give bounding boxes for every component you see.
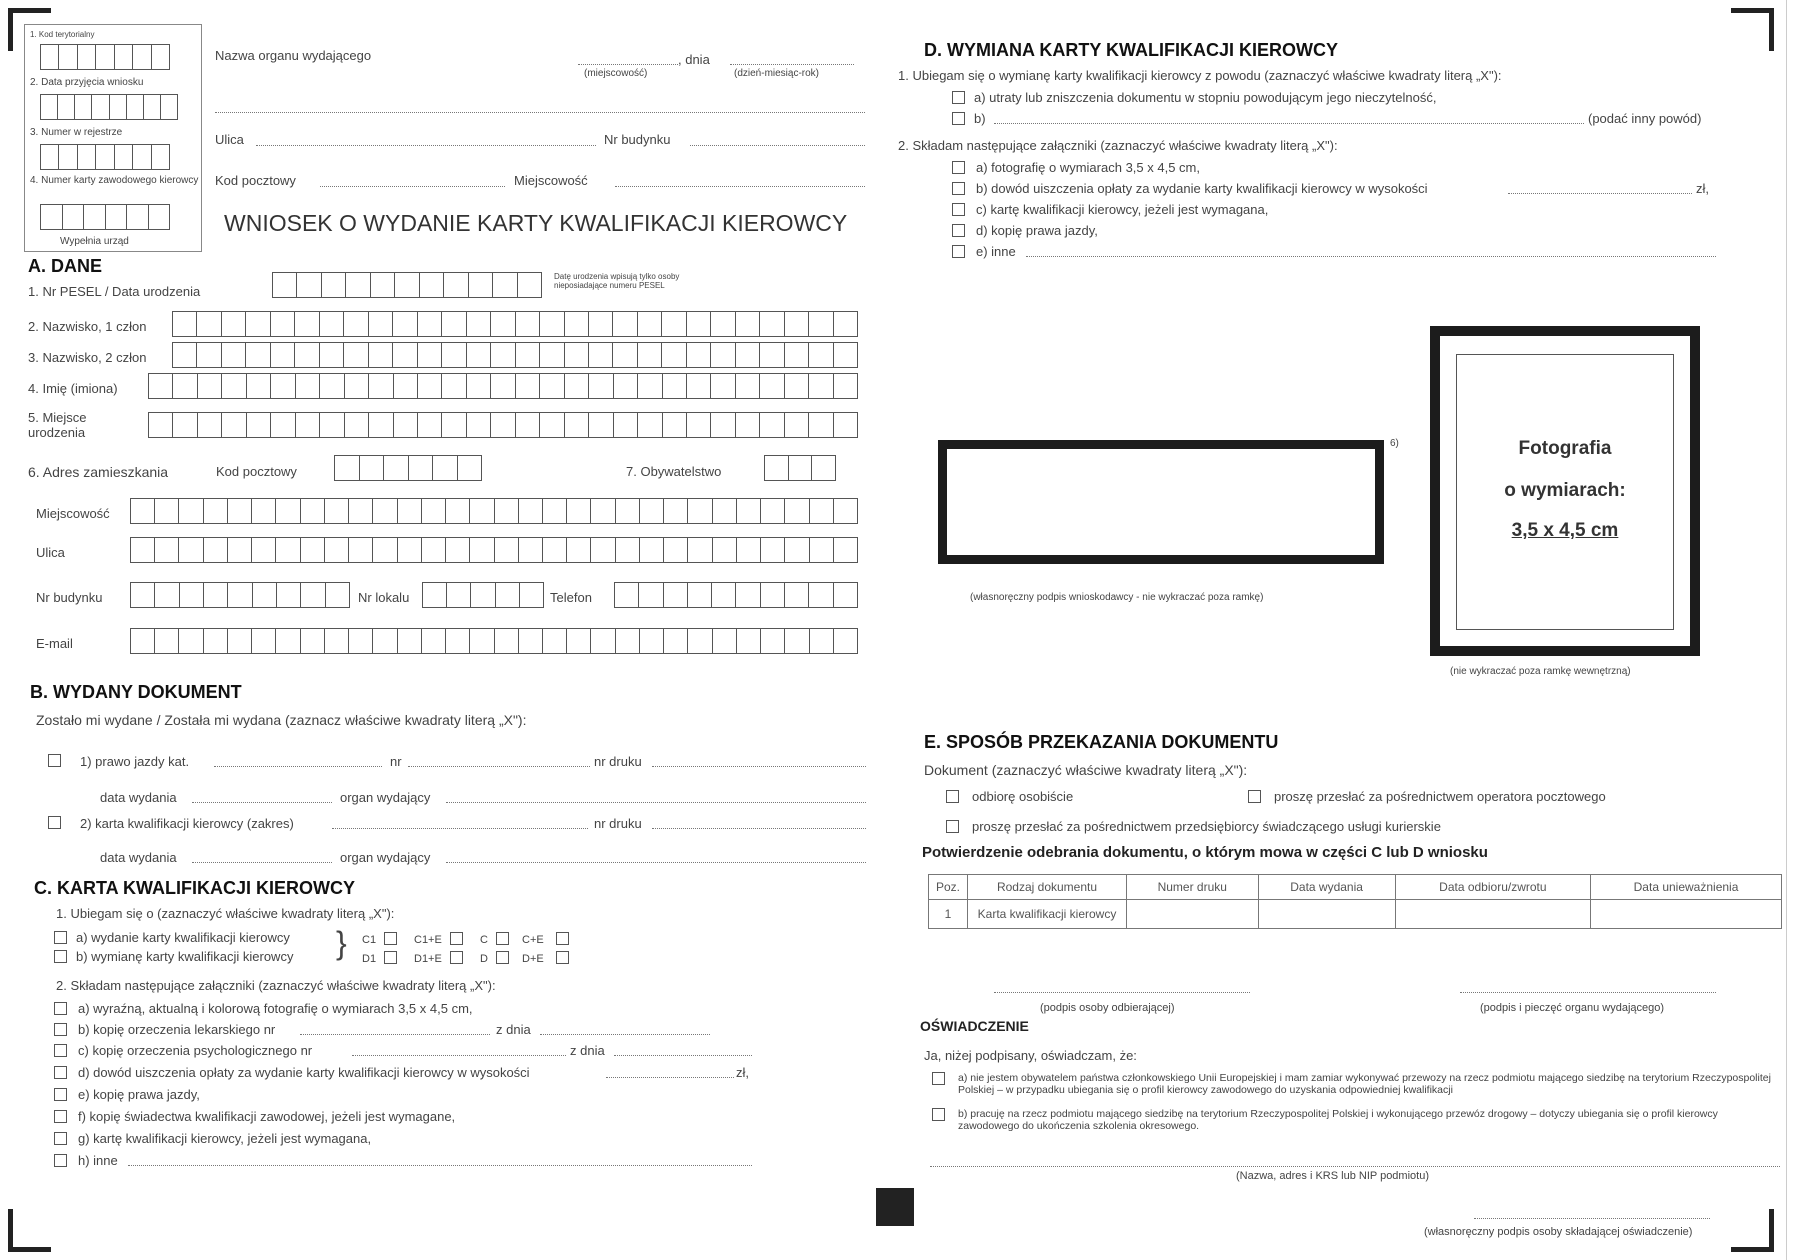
c-att-a-label: a) wyraźną, aktualną i kolorową fotografię o wymiarach 3,5 x 4,5 cm, bbox=[78, 1001, 473, 1016]
photo-caption: (nie wykraczać poza ramkę wewnętrzną) bbox=[1450, 666, 1631, 677]
courier-checkbox[interactable] bbox=[946, 820, 959, 833]
b2-issuer-label: organ wydający bbox=[340, 850, 431, 865]
c-medical-date-label: z dnia bbox=[496, 1022, 531, 1037]
d-reason-b-checkbox[interactable] bbox=[952, 112, 965, 125]
b1-nr-druku-field[interactable] bbox=[652, 766, 866, 767]
d-att-e-checkbox[interactable] bbox=[952, 245, 965, 258]
d-att-c-checkbox[interactable] bbox=[952, 203, 965, 216]
office-fill-note: Wypełnia urząd bbox=[60, 236, 129, 247]
city-a-field[interactable] bbox=[130, 498, 858, 524]
pickup-personal-checkbox[interactable] bbox=[946, 790, 959, 803]
surname2-field[interactable] bbox=[172, 342, 858, 368]
declaration-title: OŚWIADCZENIE bbox=[920, 1018, 1029, 1034]
issuer-field[interactable] bbox=[215, 112, 865, 113]
issuer-signature-line[interactable] bbox=[1460, 992, 1716, 993]
c-att-c-label: c) kopię orzeczenia psychologicznego nr bbox=[78, 1043, 313, 1058]
b1-nr-label: nr bbox=[390, 754, 402, 769]
cat-c1-label: C1 bbox=[362, 934, 377, 946]
declarant-signature-line[interactable] bbox=[1474, 1218, 1710, 1219]
c-issue-label: a) wydanie karty kwalifikacji kierowcy bbox=[76, 930, 290, 945]
surname1-label: 2. Nazwisko, 1 człon bbox=[28, 319, 147, 334]
c-att-f-label: f) kopię świadectwa kwalifikacji zawodowej, jeżeli jest wymagane, bbox=[78, 1109, 456, 1124]
section-d-q2: 2. Składam następujące załączniki (zaznaczyć właściwe kwadraty literą „X"): bbox=[898, 138, 1338, 153]
b1-date-label: data wydania bbox=[100, 790, 177, 805]
table-cell[interactable] bbox=[1591, 900, 1782, 929]
date-label: (dzień-miesiąc-rok) bbox=[734, 68, 820, 79]
application-date-label: 2. Data przyjęcia wniosku bbox=[30, 77, 144, 88]
street-a-label: Ulica bbox=[36, 545, 65, 560]
address-label: 6. Adres zamieszkania bbox=[28, 464, 169, 480]
cat-c-checkbox[interactable] bbox=[496, 932, 509, 945]
d-att-d-checkbox[interactable] bbox=[952, 224, 965, 237]
street-field[interactable] bbox=[256, 145, 596, 146]
c-att-c-checkbox[interactable] bbox=[54, 1044, 67, 1057]
form-title: WNIOSEK O WYDANIE KARTY KWALIFIKACJI KIEROWCY bbox=[224, 210, 848, 236]
c-psych-date-field[interactable] bbox=[614, 1055, 752, 1056]
territorial-code-label: 1. Kod terytorialny bbox=[30, 30, 95, 39]
c-fee-currency: zł, bbox=[736, 1065, 749, 1080]
c-att-e-label: e) kopię prawa jazdy, bbox=[78, 1087, 200, 1102]
table-header-cell: Poz. bbox=[929, 875, 968, 900]
date-field[interactable] bbox=[730, 64, 854, 65]
signature-caption: (własnoręczny podpis wnioskodawcy - nie wykraczać poza ramkę) bbox=[970, 592, 1264, 603]
cat-d1e-label: D1+E bbox=[414, 953, 442, 965]
cat-c-label: C bbox=[480, 934, 488, 946]
table-header-cell: Data odbioru/zwrotu bbox=[1395, 875, 1590, 900]
declarant-signature-caption: (własnoręczny podpis osoby składającej oświadczenie) bbox=[1424, 1226, 1693, 1238]
cat-c1e-checkbox[interactable] bbox=[450, 932, 463, 945]
register-number-label: 3. Numer w rejestrze bbox=[30, 127, 123, 138]
d-other-reason-hint: (podać inny powód) bbox=[1588, 111, 1702, 126]
d-reason-a-label: a) utraty lub zniszczenia dokumentu w stopniu powodującym jego nieczytelność, bbox=[974, 90, 1437, 105]
receiver-signature-line[interactable] bbox=[994, 992, 1250, 993]
entity-caption: (Nazwa, adres i KRS lub NIP podmiotu) bbox=[1236, 1170, 1429, 1182]
photo-line-3: 3,5 x 4,5 cm bbox=[1511, 520, 1619, 541]
citizenship-field[interactable] bbox=[764, 455, 836, 481]
section-d-title: D. WYMIANA KARTY KWALIFIKACJI KIEROWCY bbox=[924, 40, 1338, 60]
c-att-f-checkbox[interactable] bbox=[54, 1110, 67, 1123]
confirmation-table bbox=[928, 874, 1782, 929]
application-date-field[interactable] bbox=[40, 94, 178, 120]
c-att-h-checkbox[interactable] bbox=[54, 1154, 67, 1167]
section-b-intro: Zostało mi wydane / Została mi wydana (zaznacz właściwe kwadraty literą „X"): bbox=[36, 712, 527, 728]
cat-d1e-checkbox[interactable] bbox=[450, 951, 463, 964]
cat-d-label: D bbox=[480, 953, 488, 965]
c-medical-nr-field[interactable] bbox=[300, 1034, 490, 1035]
cat-c1e-label: C1+E bbox=[414, 934, 442, 946]
b1-nr-field[interactable] bbox=[408, 766, 590, 767]
d-att-a-label: a) fotografię o wymiarach 3,5 x 4,5 cm, bbox=[976, 160, 1200, 175]
c-psych-nr-field[interactable] bbox=[352, 1055, 566, 1056]
city-a-label: Miejscowość bbox=[36, 506, 110, 521]
corner-mark-top-right bbox=[1731, 8, 1774, 51]
birthplace-label: 5. Miejsce urodzenia bbox=[28, 410, 87, 440]
section-c-q2: 2. Składam następujące załączniki (zaznaczyć właściwe kwadraty literą „X"): bbox=[56, 978, 496, 993]
table-cell[interactable] bbox=[1395, 900, 1590, 929]
c-att-g-label: g) kartę kwalifikacji kierowcy, jeżeli jest wymagana, bbox=[78, 1131, 372, 1146]
section-e-title: E. SPOSÓB PRZEKAZANIA DOKUMENTU bbox=[924, 732, 1279, 752]
territorial-code-field[interactable] bbox=[40, 44, 170, 70]
pesel-note: Datę urodzenia wpisują tylko osoby nieposiadające numeru PESEL bbox=[554, 272, 680, 290]
b2-nr-druku-field[interactable] bbox=[652, 828, 866, 829]
birthplace-field[interactable] bbox=[148, 412, 858, 438]
city-label: Miejscowość bbox=[514, 173, 588, 188]
signature-box[interactable] bbox=[938, 440, 1384, 564]
c-att-d-checkbox[interactable] bbox=[54, 1066, 67, 1079]
b2-range-field[interactable] bbox=[332, 828, 588, 829]
c-replace-label: b) wymianę karty kwalifikacji kierowcy bbox=[76, 949, 294, 964]
table-cell: 1 bbox=[929, 900, 968, 929]
surname2-label: 3. Nazwisko, 2 człon bbox=[28, 350, 147, 365]
d-att-b-checkbox[interactable] bbox=[952, 182, 965, 195]
cat-de-checkbox[interactable] bbox=[556, 951, 569, 964]
c-att-b-label: b) kopię orzeczenia lekarskiego nr bbox=[78, 1022, 276, 1037]
pesel-label: 1. Nr PESEL / Data urodzenia bbox=[28, 284, 201, 299]
street-label: Ulica bbox=[215, 132, 244, 147]
register-number-field[interactable] bbox=[40, 144, 170, 170]
b1-date-field[interactable] bbox=[192, 802, 332, 803]
day-word: , dnia bbox=[678, 52, 710, 67]
category-brace: } bbox=[336, 925, 347, 961]
section-b-title: B. WYDANY DOKUMENT bbox=[30, 682, 242, 702]
entity-field[interactable] bbox=[930, 1166, 1780, 1167]
place-label: (miejscowość) bbox=[584, 68, 648, 79]
cat-de-label: D+E bbox=[522, 953, 544, 965]
email-field[interactable] bbox=[130, 628, 858, 654]
d-att-b-label: b) dowód uiszczenia opłaty za wydanie karty kwalifikacji kierowcy w wysokości bbox=[976, 181, 1428, 196]
c-issue-checkbox[interactable] bbox=[54, 931, 67, 944]
c-att-h-label: h) inne bbox=[78, 1153, 118, 1168]
citizenship-label: 7. Obywatelstwo bbox=[626, 464, 722, 479]
d-other-reason-field[interactable] bbox=[994, 123, 1584, 124]
cat-d1-checkbox[interactable] bbox=[384, 951, 397, 964]
surname1-field[interactable] bbox=[172, 311, 858, 337]
pickup-personal-label: odbiorę osobiście bbox=[972, 789, 1074, 804]
section-c-title: C. KARTA KWALIFIKACJI KIEROWCY bbox=[34, 878, 355, 898]
flat-label: Nr lokalu bbox=[358, 590, 410, 605]
c-att-g-checkbox[interactable] bbox=[54, 1132, 67, 1145]
driving-license-category-field[interactable] bbox=[214, 766, 382, 767]
driving-license-label: 1) prawo jazdy kat. bbox=[80, 754, 190, 769]
issuer-label: Nazwa organu wydającego bbox=[215, 48, 372, 63]
building-a-label: Nr budynku bbox=[36, 590, 103, 605]
table-cell[interactable] bbox=[1127, 900, 1259, 929]
issuer-signature-caption: (podpis i pieczęć organu wydającego) bbox=[1480, 1002, 1665, 1014]
d-att-c-label: c) kartę kwalifikacji kierowcy, jeżeli jest wymagana, bbox=[976, 202, 1269, 217]
declaration-a-text: a) nie jestem obywatelem państwa członkowskiego Unii Europejskiej i mam zamiar wykonywać przewozy na rzecz podmiotu mającego siedzibę na terytorium Rzeczypospolitej Polskiej – w przypadku ubiegania się o profil kierowcy zawodowego do uzyskania odpowiedniej kwalifikacji bbox=[958, 1072, 1771, 1096]
place-field[interactable] bbox=[578, 64, 678, 65]
flat-field[interactable] bbox=[422, 582, 544, 608]
postal-label: Kod pocztowy bbox=[215, 173, 296, 188]
table-header-cell: Data unieważnienia bbox=[1591, 875, 1782, 900]
c-other-field[interactable] bbox=[128, 1165, 752, 1166]
phone-label: Telefon bbox=[550, 590, 592, 605]
photo-line-2: o wymiarach: bbox=[1504, 480, 1626, 501]
postal-field[interactable] bbox=[320, 186, 505, 187]
c-psych-date-label: z dnia bbox=[570, 1043, 605, 1058]
section-d-q1: 1. Ubiegam się o wymianę karty kwalifikacji kierowcy z powodu (zaznaczyć właściwe kwadraty literą „X"): bbox=[898, 68, 1502, 83]
cat-c1-checkbox[interactable] bbox=[384, 932, 397, 945]
driver-card-number-label: 4. Numer karty zawodowego kierowcy bbox=[30, 175, 199, 186]
declaration-intro: Ja, niżej podpisany, oświadczam, że: bbox=[924, 1048, 1137, 1063]
photo-line-1: Fotografia bbox=[1518, 438, 1612, 459]
d-att-e-label: e) inne bbox=[976, 244, 1016, 259]
c-replace-checkbox[interactable] bbox=[54, 950, 67, 963]
b1-nr-druku-label: nr druku bbox=[594, 754, 642, 769]
d-reason-b-label: b) bbox=[974, 111, 986, 126]
signature-note: 6) bbox=[1390, 438, 1399, 449]
address-postal-label: Kod pocztowy bbox=[216, 464, 297, 479]
d-fee-field[interactable] bbox=[1508, 193, 1692, 194]
name-field[interactable] bbox=[148, 373, 858, 399]
cat-ce-checkbox[interactable] bbox=[556, 932, 569, 945]
table-header-cell: Rodzaj dokumentu bbox=[968, 875, 1127, 900]
cat-d-checkbox[interactable] bbox=[496, 951, 509, 964]
postal-code-field[interactable] bbox=[334, 455, 482, 481]
b2-date-field[interactable] bbox=[192, 862, 332, 863]
building-a-field[interactable] bbox=[130, 582, 350, 608]
table-header-row bbox=[929, 875, 1782, 900]
table-cell[interactable] bbox=[1258, 900, 1395, 929]
city-field[interactable] bbox=[615, 186, 865, 187]
c-att-a-checkbox[interactable] bbox=[54, 1002, 67, 1015]
confirmation-title: Potwierdzenie odebrania dokumentu, o którym mowa w części C lub D wniosku bbox=[922, 844, 1488, 861]
building-field[interactable] bbox=[690, 145, 865, 146]
name-label: 4. Imię (imiona) bbox=[28, 381, 118, 396]
driving-license-checkbox[interactable] bbox=[48, 754, 61, 767]
building-label: Nr budynku bbox=[604, 132, 671, 147]
street-a-field[interactable] bbox=[130, 537, 858, 563]
declaration-b-checkbox[interactable] bbox=[932, 1108, 945, 1121]
phone-field[interactable] bbox=[614, 582, 858, 608]
table-header-cell: Numer druku bbox=[1127, 875, 1259, 900]
qualification-card-label: 2) karta kwalifikacji kierowcy (zakres) bbox=[80, 816, 294, 831]
b1-issuer-label: organ wydający bbox=[340, 790, 431, 805]
right-page-border bbox=[1786, 0, 1787, 1260]
b2-nr-druku-label: nr druku bbox=[594, 816, 642, 831]
b1-issuer-field[interactable] bbox=[446, 802, 866, 803]
d-fee-currency: zł, bbox=[1696, 181, 1709, 196]
d-reason-a-checkbox[interactable] bbox=[952, 91, 965, 104]
corner-mark-bottom-left bbox=[8, 1209, 51, 1252]
email-label: E-mail bbox=[36, 636, 73, 651]
c-medical-date-field[interactable] bbox=[540, 1034, 710, 1035]
receiver-signature-caption: (podpis osoby odbierającej) bbox=[1040, 1002, 1175, 1014]
qualification-card-checkbox[interactable] bbox=[48, 816, 61, 829]
section-a-title: A. DANE bbox=[28, 256, 103, 276]
registration-mark bbox=[876, 1188, 914, 1226]
table-header-cell: Data wydania bbox=[1258, 875, 1395, 900]
cat-d1-label: D1 bbox=[362, 953, 377, 965]
section-c-q1: 1. Ubiegam się o (zaznaczyć właściwe kwadraty literą „X"): bbox=[56, 906, 395, 921]
d-att-d-label: d) kopię prawa jazdy, bbox=[976, 223, 1098, 238]
d-other-field[interactable] bbox=[1026, 256, 1716, 257]
post-operator-checkbox[interactable] bbox=[1248, 790, 1261, 803]
cat-ce-label: C+E bbox=[522, 934, 544, 946]
section-e-intro: Dokument (zaznaczyć właściwe kwadraty literą „X"): bbox=[924, 762, 1248, 778]
declaration-b-text: b) pracuję na rzecz podmiotu mającego siedzibę na terytorium Rzeczypospolitej Polskiej i wykonującego przewóz drogowy – dotyczy ubiegania się o profil kierowcy zawodowego do ukończenia szkolenia okresowego. bbox=[958, 1108, 1718, 1132]
pesel-field[interactable] bbox=[272, 272, 542, 298]
declaration-a-checkbox[interactable] bbox=[932, 1072, 945, 1085]
c-att-e-checkbox[interactable] bbox=[54, 1088, 67, 1101]
d-att-a-checkbox[interactable] bbox=[952, 161, 965, 174]
c-att-b-checkbox[interactable] bbox=[54, 1023, 67, 1036]
b2-date-label: data wydania bbox=[100, 850, 177, 865]
table-row bbox=[929, 900, 1782, 929]
c-fee-field[interactable] bbox=[606, 1077, 734, 1078]
table-cell: Karta kwalifikacji kierowcy bbox=[968, 900, 1127, 929]
b2-issuer-field[interactable] bbox=[446, 862, 866, 863]
c-att-d-label: d) dowód uiszczenia opłaty za wydanie karty kwalifikacji kierowcy w wysokości bbox=[78, 1065, 530, 1080]
driver-card-number-field[interactable] bbox=[40, 204, 170, 230]
courier-label: proszę przesłać za pośrednictwem przedsiębiorcy świadczącego usługi kurierskie bbox=[972, 819, 1441, 834]
post-operator-label: proszę przesłać za pośrednictwem operatora pocztowego bbox=[1274, 789, 1606, 804]
corner-mark-bottom-right bbox=[1731, 1209, 1774, 1252]
